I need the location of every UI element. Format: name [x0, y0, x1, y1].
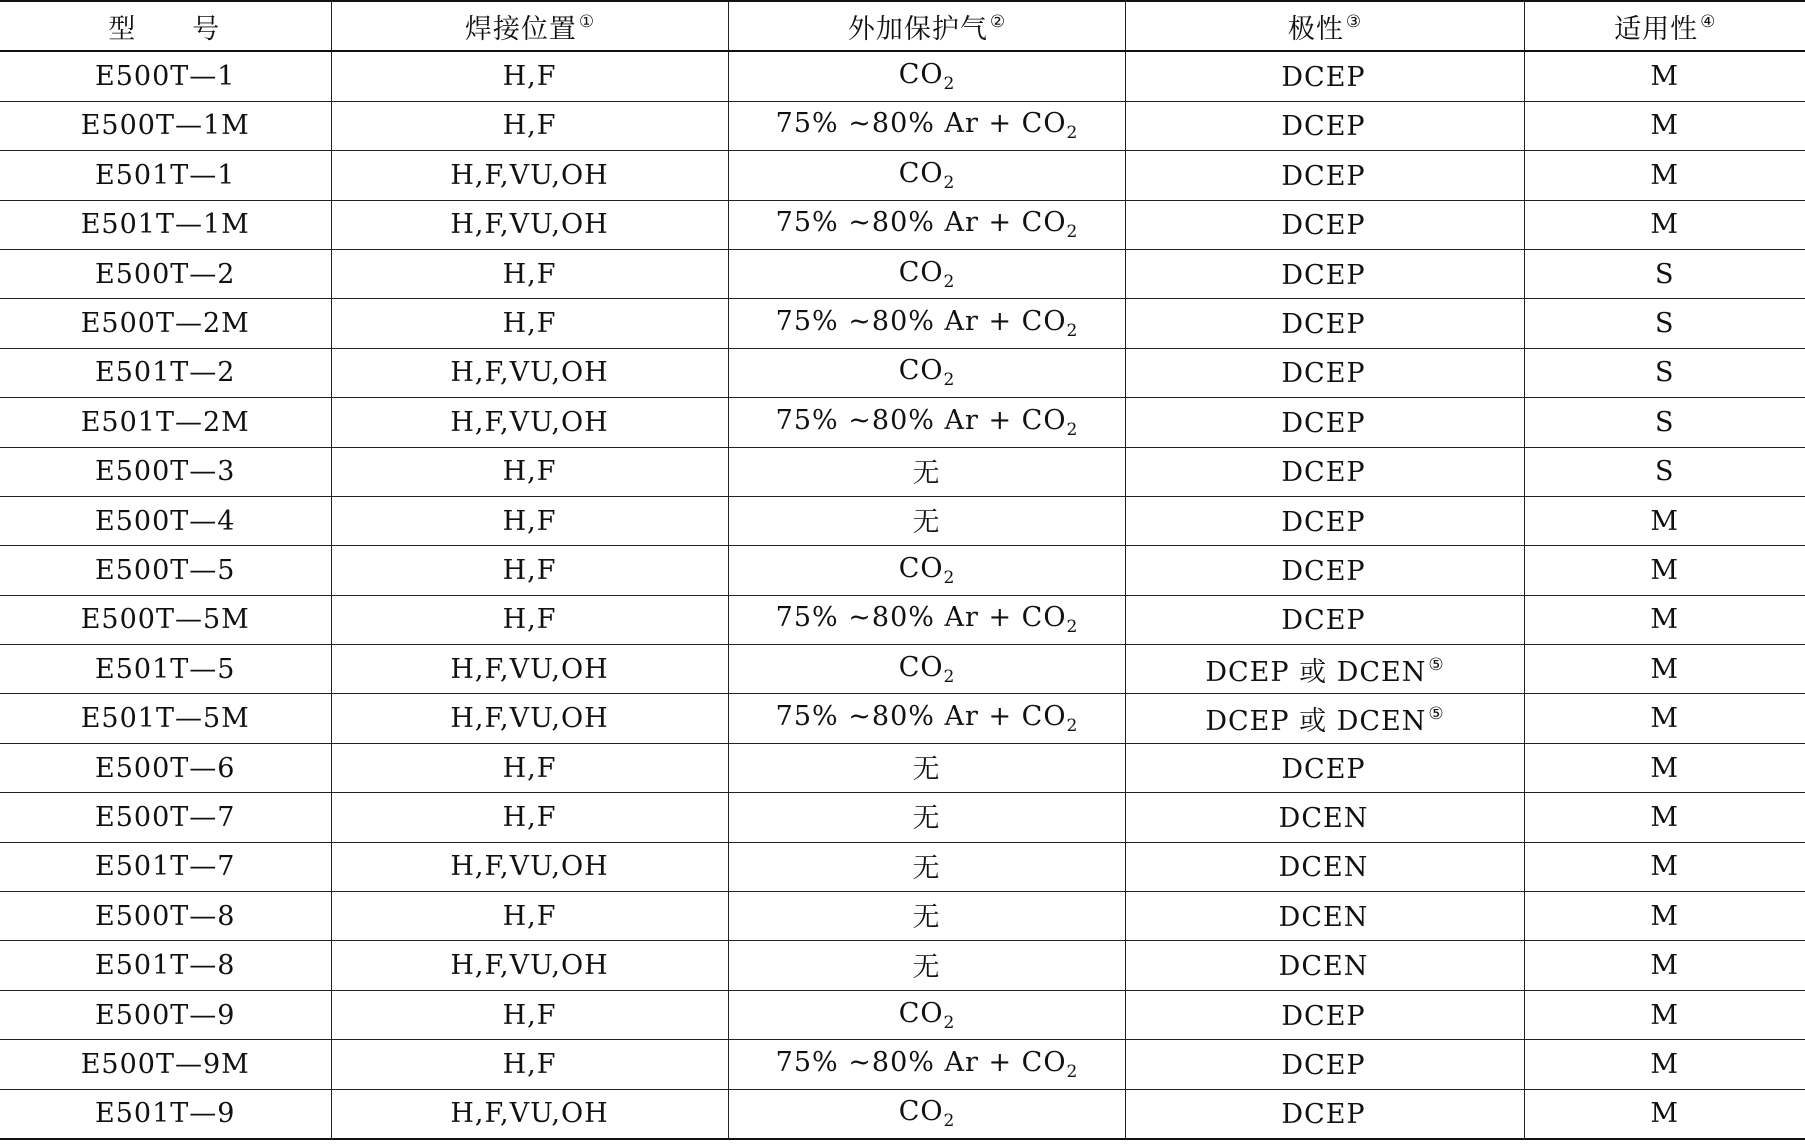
position-value: H,F — [502, 554, 557, 586]
table-row — [0, 101, 1805, 150]
header-model-label: 型 号 — [108, 13, 221, 45]
position-value: H,F,VU,OH — [450, 703, 609, 735]
usability-value: S — [1655, 357, 1675, 389]
position-value: H,F — [502, 752, 557, 784]
model-value: E500T—7 — [95, 801, 236, 833]
table-row — [0, 645, 1805, 694]
header-usability-label: 适用性 — [1614, 13, 1699, 45]
model-value: E500T—2M — [80, 308, 250, 340]
cell-model — [0, 546, 331, 595]
model-value: E500T—1 — [95, 61, 236, 93]
cell-position — [331, 101, 728, 150]
cell-shielding-gas — [728, 645, 1125, 694]
polarity-value: DCEN — [1278, 852, 1369, 884]
table-row — [0, 941, 1805, 990]
cell-model — [0, 447, 331, 496]
position-value: H,F — [502, 900, 557, 932]
model-value: E501T—7 — [95, 851, 236, 883]
cell-usability — [1524, 546, 1805, 595]
cell-model — [0, 51, 331, 101]
cell-usability — [1524, 793, 1805, 842]
shielding-gas-subscript: 2 — [1066, 716, 1078, 737]
cell-usability — [1524, 743, 1805, 792]
cell-polarity — [1125, 546, 1524, 595]
cell-polarity — [1125, 447, 1524, 496]
cell-shielding-gas — [728, 941, 1125, 990]
header-shielding-gas-note: ② — [989, 11, 1006, 32]
cell-position — [331, 941, 728, 990]
usability-value: M — [1650, 1048, 1680, 1080]
table-row — [0, 793, 1805, 842]
table-row — [0, 595, 1805, 644]
cell-model — [0, 645, 331, 694]
usability-value: M — [1650, 604, 1680, 636]
header-usability — [1524, 1, 1805, 51]
cell-shielding-gas — [728, 1089, 1125, 1139]
cell-position — [331, 743, 728, 792]
usability-value: M — [1650, 752, 1680, 784]
header-polarity-note: ③ — [1345, 11, 1362, 32]
cell-shielding-gas — [728, 249, 1125, 298]
cell-polarity — [1125, 151, 1524, 200]
shielding-gas-value: 75% ~80% Ar + CO — [775, 602, 1067, 634]
cell-shielding-gas — [728, 892, 1125, 941]
cell-position — [331, 694, 728, 743]
cell-usability — [1524, 496, 1805, 545]
position-value: H,F,VU,OH — [450, 159, 609, 191]
cell-usability — [1524, 1040, 1805, 1089]
cell-polarity — [1125, 743, 1524, 792]
cell-polarity — [1125, 101, 1524, 150]
usability-value: M — [1650, 999, 1680, 1031]
cell-polarity — [1125, 299, 1524, 348]
polarity-value: DCEP — [1281, 259, 1366, 291]
model-value: E501T—8 — [95, 950, 236, 982]
cell-shielding-gas — [728, 793, 1125, 842]
shielding-gas-value: 无 — [912, 754, 941, 786]
usability-value: M — [1650, 801, 1680, 833]
cell-shielding-gas — [728, 447, 1125, 496]
position-value: H,F,VU,OH — [450, 357, 609, 389]
table-row — [0, 743, 1805, 792]
polarity-note: ⑤ — [1428, 654, 1444, 675]
cell-position — [331, 447, 728, 496]
polarity-value: DCEP — [1281, 457, 1366, 489]
position-value: H,F — [502, 604, 557, 636]
cell-shielding-gas — [728, 842, 1125, 891]
shielding-gas-value: CO — [898, 59, 944, 91]
position-value: H,F — [502, 61, 557, 93]
polarity-value: DCEN — [1278, 802, 1369, 834]
shielding-gas-value: 75% ~80% Ar + CO — [775, 207, 1067, 239]
cell-polarity — [1125, 496, 1524, 545]
shielding-gas-value: 75% ~80% Ar + CO — [775, 108, 1067, 140]
shielding-gas-value: 无 — [912, 852, 941, 884]
cell-polarity — [1125, 892, 1524, 941]
cell-model — [0, 694, 331, 743]
usability-value: M — [1650, 209, 1680, 241]
position-value: H,F — [502, 258, 557, 290]
cell-model — [0, 941, 331, 990]
cell-polarity — [1125, 842, 1524, 891]
cell-model — [0, 299, 331, 348]
header-shielding-gas-label: 外加保护气 — [847, 13, 988, 45]
position-value: H,F,VU,OH — [450, 950, 609, 982]
cell-polarity — [1125, 793, 1524, 842]
cell-polarity — [1125, 249, 1524, 298]
cell-model — [0, 151, 331, 200]
cell-position — [331, 348, 728, 397]
cell-shielding-gas — [728, 496, 1125, 545]
model-value: E501T—2 — [95, 357, 236, 389]
position-value: H,F,VU,OH — [450, 851, 609, 883]
cell-usability — [1524, 299, 1805, 348]
shielding-gas-subscript: 2 — [943, 271, 955, 292]
model-value: E500T—2 — [95, 258, 236, 290]
table-row — [0, 200, 1805, 249]
cell-polarity — [1125, 398, 1524, 447]
usability-value: M — [1650, 950, 1680, 982]
cell-position — [331, 299, 728, 348]
shielding-gas-value: 75% ~80% Ar + CO — [775, 701, 1067, 733]
polarity-value: DCEP 或 DCEN — [1205, 706, 1427, 738]
shielding-gas-subscript: 2 — [1066, 321, 1078, 342]
polarity-value: DCEP — [1281, 1099, 1366, 1131]
cell-model — [0, 743, 331, 792]
model-value: E500T—9M — [80, 1048, 250, 1080]
header-usability-note: ④ — [1700, 11, 1716, 32]
model-value: E500T—3 — [95, 456, 236, 488]
shielding-gas-subscript: 2 — [943, 567, 955, 588]
cell-model — [0, 990, 331, 1039]
model-value: E500T—8 — [95, 900, 236, 932]
cell-model — [0, 1089, 331, 1139]
cell-model — [0, 892, 331, 941]
cell-shielding-gas — [728, 398, 1125, 447]
table-row — [0, 299, 1805, 348]
model-value: E501T—5M — [80, 703, 250, 735]
position-value: H,F,VU,OH — [450, 209, 609, 241]
header-shielding-gas — [728, 1, 1125, 51]
position-value: H,F — [502, 505, 557, 537]
cell-polarity — [1125, 1089, 1524, 1139]
polarity-value: DCEP — [1281, 506, 1366, 538]
polarity-value: DCEP — [1281, 160, 1366, 192]
table-row — [0, 348, 1805, 397]
cell-model — [0, 496, 331, 545]
polarity-value: DCEN — [1278, 951, 1369, 983]
cell-shielding-gas — [728, 101, 1125, 150]
shielding-gas-subscript: 2 — [943, 172, 955, 193]
polarity-value: DCEP — [1281, 753, 1366, 785]
cell-position — [331, 200, 728, 249]
usability-value: M — [1650, 159, 1680, 191]
polarity-value: DCEP 或 DCEN — [1205, 656, 1427, 688]
cell-usability — [1524, 249, 1805, 298]
polarity-value: DCEN — [1278, 901, 1369, 933]
cell-shielding-gas — [728, 990, 1125, 1039]
position-value: H,F — [502, 308, 557, 340]
cell-position — [331, 151, 728, 200]
table-header — [0, 1, 1805, 51]
position-value: H,F,VU,OH — [450, 1098, 609, 1130]
model-value: E501T—1 — [95, 159, 236, 191]
polarity-value: DCEP — [1281, 1049, 1366, 1081]
cell-model — [0, 595, 331, 644]
cell-shielding-gas — [728, 595, 1125, 644]
shielding-gas-value: CO — [898, 651, 944, 683]
cell-position — [331, 496, 728, 545]
cell-usability — [1524, 151, 1805, 200]
shielding-gas-subscript: 2 — [1066, 123, 1078, 144]
cell-position — [331, 645, 728, 694]
model-value: E500T—9 — [95, 999, 236, 1031]
shielding-gas-value: 75% ~80% Ar + CO — [775, 306, 1067, 338]
table-row — [0, 892, 1805, 941]
shielding-gas-value: CO — [898, 997, 944, 1029]
shielding-gas-subscript: 2 — [1066, 419, 1078, 440]
cell-shielding-gas — [728, 299, 1125, 348]
shielding-gas-value: CO — [898, 552, 944, 584]
shielding-gas-subscript: 2 — [943, 1111, 955, 1132]
usability-value: M — [1650, 703, 1680, 735]
table-row — [0, 398, 1805, 447]
cell-usability — [1524, 892, 1805, 941]
shielding-gas-value: 75% ~80% Ar + CO — [775, 404, 1067, 436]
usability-value: S — [1655, 308, 1675, 340]
polarity-value: DCEP — [1281, 309, 1366, 341]
shielding-gas-subscript: 2 — [943, 666, 955, 687]
cell-usability — [1524, 941, 1805, 990]
cell-polarity — [1125, 694, 1524, 743]
usability-value: M — [1650, 851, 1680, 883]
cell-model — [0, 398, 331, 447]
table-row — [0, 1089, 1805, 1139]
model-value: E500T—1M — [80, 110, 250, 142]
cell-position — [331, 546, 728, 595]
header-position-note: ① — [578, 11, 595, 32]
polarity-note: ⑤ — [1428, 704, 1444, 725]
position-value: H,F — [502, 456, 557, 488]
header-model — [0, 1, 331, 51]
usability-value: S — [1655, 406, 1675, 438]
cell-polarity — [1125, 941, 1524, 990]
table-row — [0, 694, 1805, 743]
table-body — [0, 51, 1805, 1139]
shielding-gas-value: 无 — [912, 507, 941, 539]
position-value: H,F,VU,OH — [450, 653, 609, 685]
polarity-value: DCEP — [1281, 358, 1366, 390]
shielding-gas-subscript: 2 — [1066, 222, 1078, 243]
shielding-gas-value: 无 — [912, 951, 941, 983]
polarity-value: DCEP — [1281, 555, 1366, 587]
cell-usability — [1524, 51, 1805, 101]
table-row — [0, 990, 1805, 1039]
table-row — [0, 1040, 1805, 1089]
shielding-gas-subscript: 2 — [943, 74, 955, 95]
polarity-value: DCEP — [1281, 210, 1366, 242]
polarity-value: DCEP — [1281, 407, 1366, 439]
cell-usability — [1524, 990, 1805, 1039]
model-value: E501T—5 — [95, 653, 236, 685]
cell-polarity — [1125, 645, 1524, 694]
shielding-gas-subscript: 2 — [943, 1012, 955, 1033]
usability-value: S — [1655, 456, 1675, 488]
cell-polarity — [1125, 200, 1524, 249]
position-value: H,F — [502, 999, 557, 1031]
cell-model — [0, 101, 331, 150]
cell-position — [331, 793, 728, 842]
shielding-gas-value: CO — [898, 256, 944, 288]
cell-usability — [1524, 645, 1805, 694]
cell-model — [0, 842, 331, 891]
cell-model — [0, 200, 331, 249]
cell-position — [331, 842, 728, 891]
shielding-gas-value: CO — [898, 1096, 944, 1128]
cell-shielding-gas — [728, 51, 1125, 101]
cell-usability — [1524, 200, 1805, 249]
shielding-gas-subscript: 2 — [943, 370, 955, 391]
shielding-gas-value: 无 — [912, 803, 941, 835]
shielding-gas-value: 无 — [912, 902, 941, 934]
cell-position — [331, 249, 728, 298]
table-row — [0, 151, 1805, 200]
position-value: H,F — [502, 110, 557, 142]
cell-polarity — [1125, 51, 1524, 101]
cell-polarity — [1125, 348, 1524, 397]
model-value: E501T—2M — [80, 406, 250, 438]
cell-position — [331, 892, 728, 941]
cell-shielding-gas — [728, 348, 1125, 397]
position-value: H,F — [502, 801, 557, 833]
shielding-gas-subscript: 2 — [1066, 1061, 1078, 1082]
header-position — [331, 1, 728, 51]
usability-value: M — [1650, 900, 1680, 932]
header-polarity-label: 极性 — [1287, 13, 1344, 45]
usability-value: M — [1650, 653, 1680, 685]
cell-model — [0, 348, 331, 397]
cell-shielding-gas — [728, 1040, 1125, 1089]
cell-shielding-gas — [728, 151, 1125, 200]
header-row — [0, 1, 1805, 51]
usability-value: M — [1650, 554, 1680, 586]
table-row — [0, 546, 1805, 595]
cell-polarity — [1125, 1040, 1524, 1089]
cell-usability — [1524, 398, 1805, 447]
header-position-label: 焊接位置 — [464, 13, 577, 45]
cell-shielding-gas — [728, 200, 1125, 249]
cell-usability — [1524, 101, 1805, 150]
cell-position — [331, 398, 728, 447]
usability-value: M — [1650, 505, 1680, 537]
usability-value: M — [1650, 61, 1680, 93]
cell-model — [0, 793, 331, 842]
position-value: H,F,VU,OH — [450, 406, 609, 438]
model-value: E501T—1M — [80, 209, 250, 241]
position-value: H,F — [502, 1048, 557, 1080]
model-value: E500T—6 — [95, 752, 236, 784]
polarity-value: DCEP — [1281, 605, 1366, 637]
cell-position — [331, 51, 728, 101]
usability-value: S — [1655, 258, 1675, 290]
shielding-gas-value: CO — [898, 355, 944, 387]
cell-usability — [1524, 595, 1805, 644]
cell-polarity — [1125, 990, 1524, 1039]
table-row — [0, 51, 1805, 101]
cell-shielding-gas — [728, 743, 1125, 792]
table-row — [0, 249, 1805, 298]
cell-position — [331, 1040, 728, 1089]
model-value: E500T—5M — [80, 604, 250, 636]
cell-polarity — [1125, 595, 1524, 644]
table-row — [0, 447, 1805, 496]
cell-shielding-gas — [728, 546, 1125, 595]
cell-usability — [1524, 348, 1805, 397]
shielding-gas-value: CO — [898, 157, 944, 189]
polarity-value: DCEP — [1281, 1000, 1366, 1032]
shielding-gas-value: 无 — [912, 457, 941, 489]
shielding-gas-subscript: 2 — [1066, 617, 1078, 638]
model-value: E500T—5 — [95, 554, 236, 586]
cell-usability — [1524, 694, 1805, 743]
model-value: E501T—9 — [95, 1098, 236, 1130]
table-row — [0, 496, 1805, 545]
polarity-value: DCEP — [1281, 111, 1366, 143]
model-value: E500T—4 — [95, 505, 236, 537]
cell-position — [331, 595, 728, 644]
usability-value: M — [1650, 110, 1680, 142]
shielding-gas-value: 75% ~80% Ar + CO — [775, 1046, 1067, 1078]
cell-usability — [1524, 1089, 1805, 1139]
cell-usability — [1524, 842, 1805, 891]
usability-value: M — [1650, 1098, 1680, 1130]
cell-position — [331, 1089, 728, 1139]
table-row — [0, 842, 1805, 891]
cell-model — [0, 1040, 331, 1089]
cell-model — [0, 249, 331, 298]
cell-position — [331, 990, 728, 1039]
cell-shielding-gas — [728, 694, 1125, 743]
header-polarity — [1125, 1, 1524, 51]
cell-usability — [1524, 447, 1805, 496]
polarity-value: DCEP — [1281, 62, 1366, 94]
